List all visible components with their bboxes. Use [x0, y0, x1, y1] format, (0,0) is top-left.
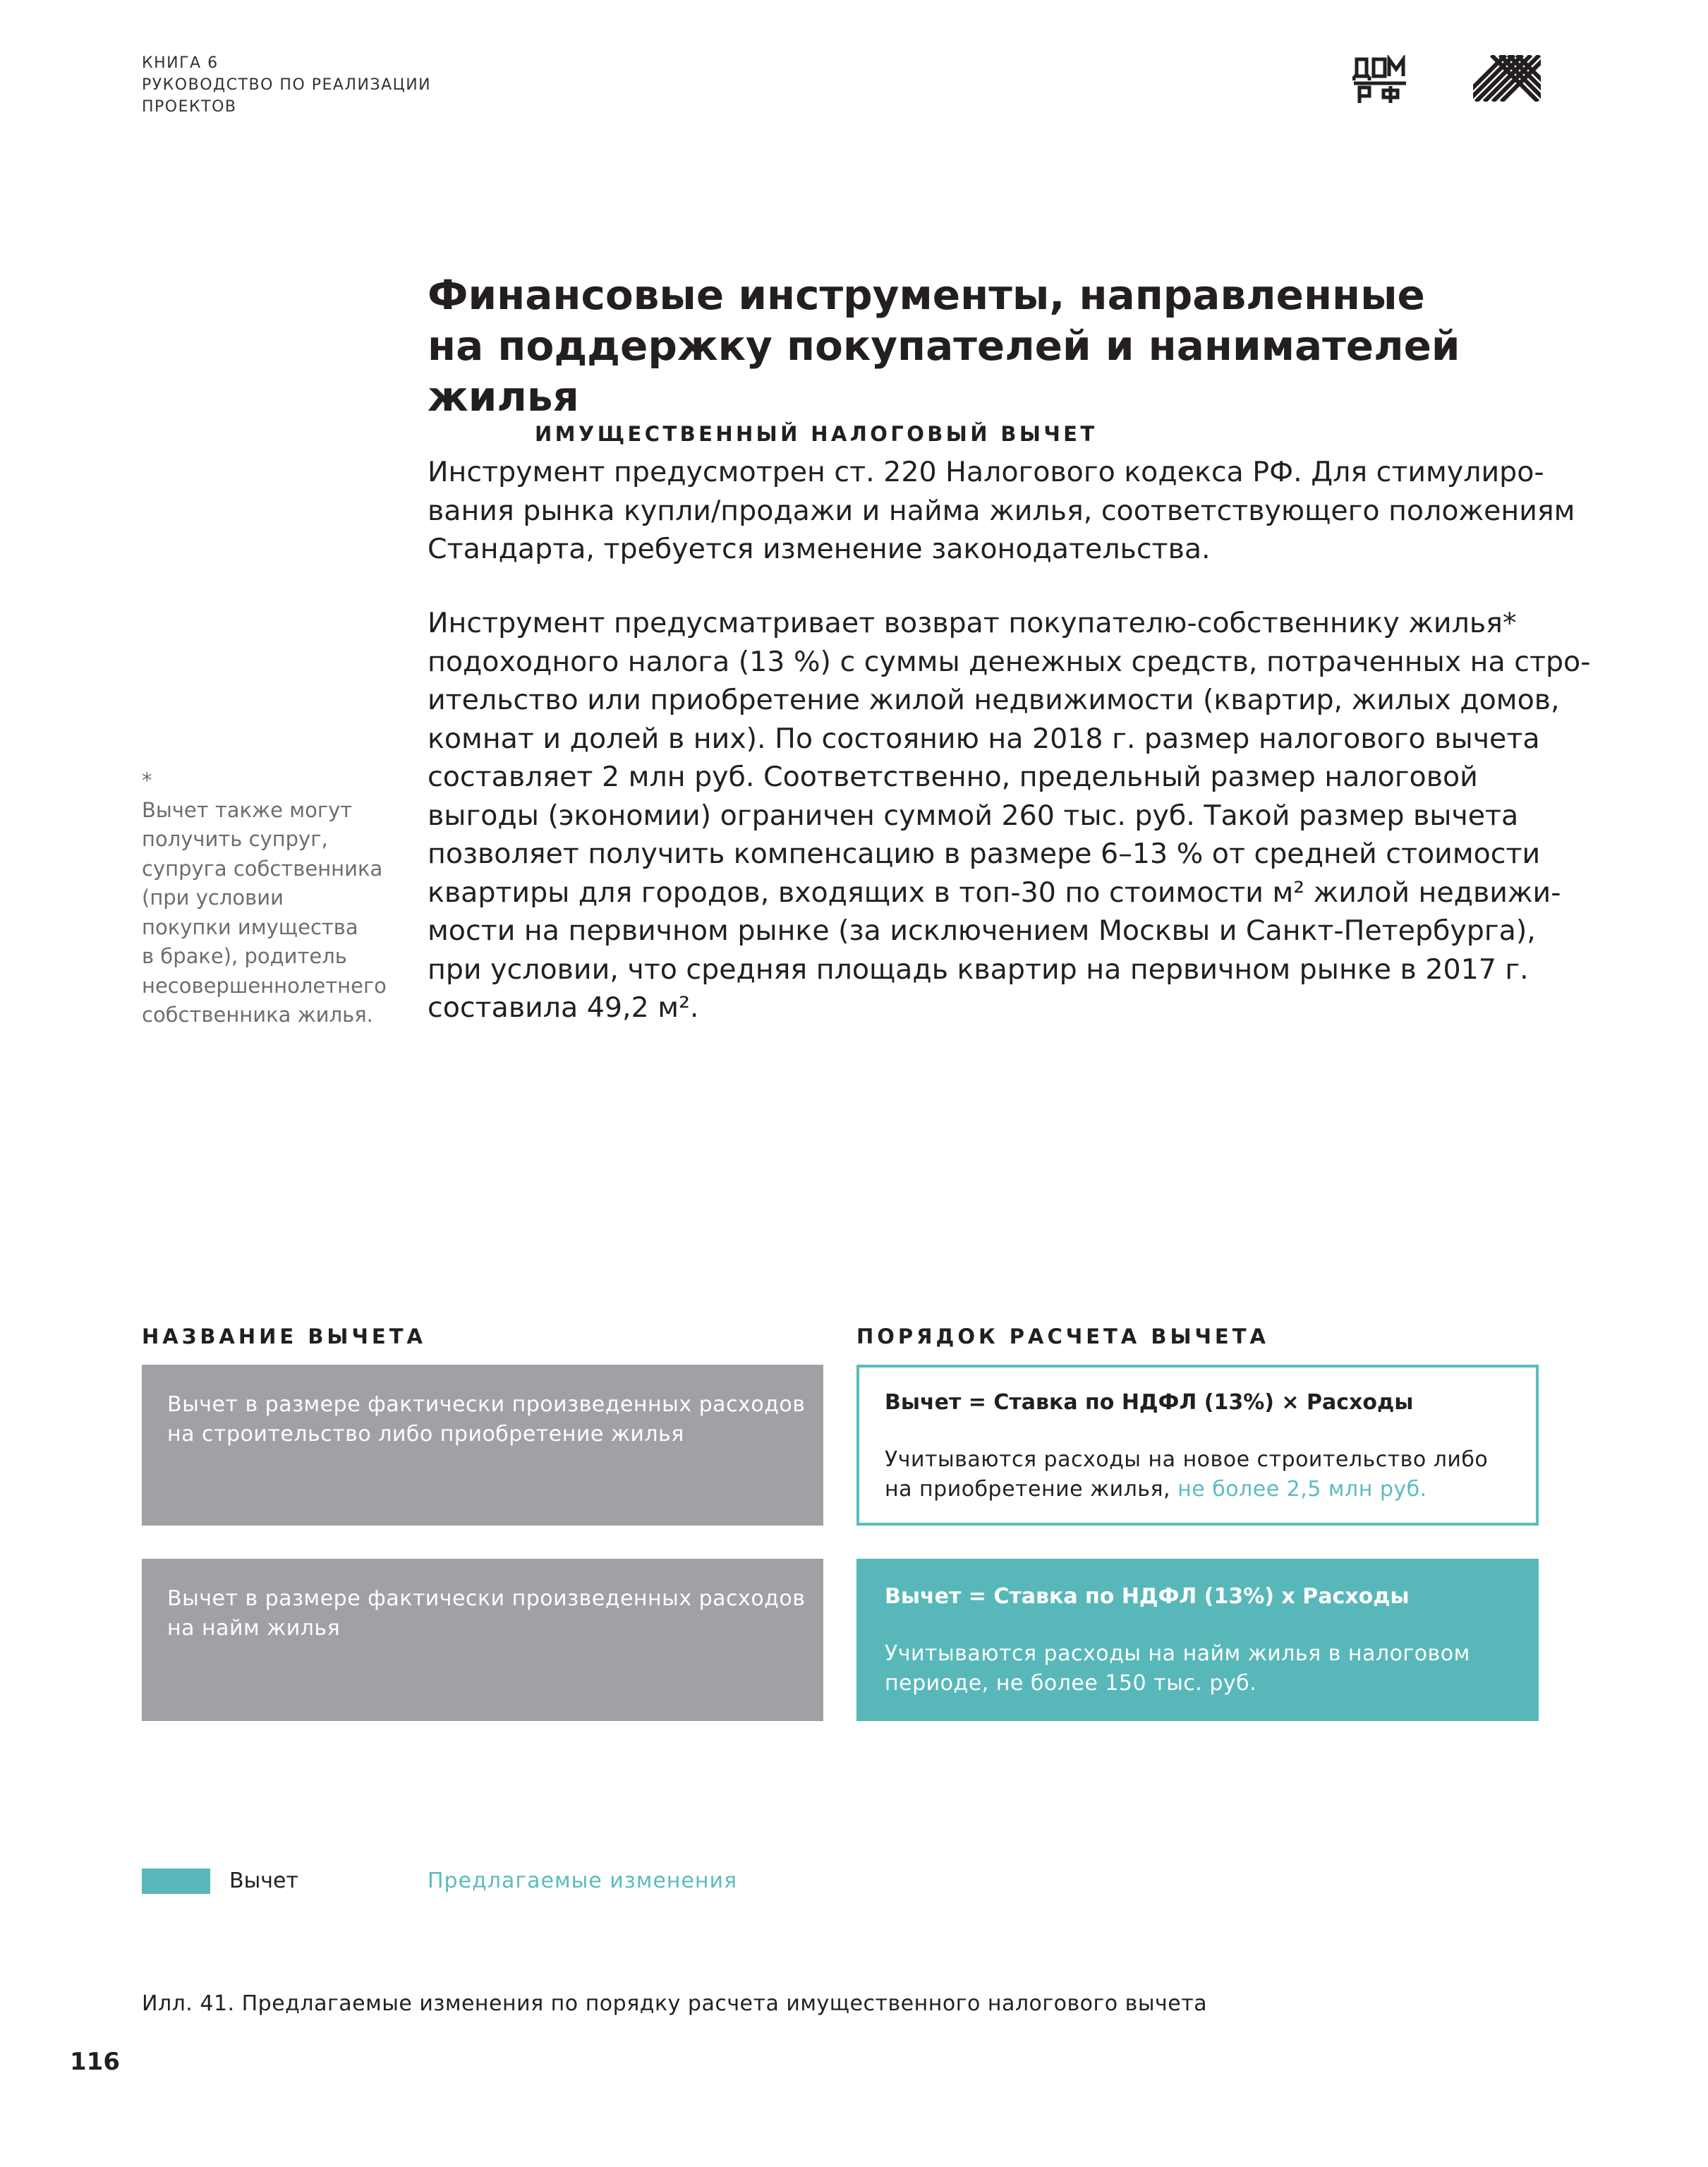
footnote-line: собственника жилья. — [142, 1003, 373, 1027]
legend-label-proposed-changes: Предлагаемые изменения — [428, 1869, 738, 1893]
page-number: 116 — [70, 2048, 120, 2076]
footnote-line: (при условии — [142, 886, 284, 910]
calculation-description — [885, 1639, 1510, 1698]
legend-swatch — [142, 1869, 210, 1894]
paragraph-line: мости на первичном рынке (за исключением Москвы и Санкт-Петербурга), — [428, 915, 1536, 947]
footnote-line: в браке), родитель — [142, 944, 347, 968]
cell-text-line: Учитываются расходы на новое строительство либо — [885, 1447, 1489, 1472]
footnote-line: Вычет также могут — [142, 797, 353, 822]
paragraph-line: Инструмент предусмотрен ст. 220 Налогового кодекса РФ. Для стимулиро- — [428, 456, 1544, 488]
cell-text-line: периоде, не более 150 тыс. руб. — [885, 1671, 1257, 1696]
page-title-line: на поддержку покупателей и нанимателей жилья — [428, 322, 1460, 421]
cell-text-line — [885, 1475, 1510, 1504]
paragraph-line: при условии, что средняя площадь квартир на первичном рынке в 2017 г. — [428, 953, 1529, 986]
formula-text: Вычет = Ставка по НДФЛ (13%) х Расходы — [885, 1584, 1410, 1609]
paragraph-line: составляет 2 млн руб. Соответственно, предельный размер налоговой — [428, 761, 1478, 793]
column-header-calculation: ПОРЯДОК РАСЧЕТА ВЫЧЕТА — [856, 1324, 1269, 1348]
cell-text-line: Вычет в размере фактически произведенных расходов — [167, 1586, 806, 1611]
proposed-change-highlight: не более 2,5 млн руб. — [1177, 1477, 1427, 1502]
page-title — [428, 270, 1592, 422]
calculation-cell-proposed — [856, 1559, 1539, 1721]
cell-text-line: на строительство либо приобретение жилья — [167, 1422, 684, 1447]
book-meta-line: КНИГА 6 — [142, 54, 219, 72]
deduction-name-cell — [142, 1365, 823, 1526]
side-footnote — [142, 766, 417, 1030]
cell-text-line: Учитываются расходы на найм жилья в налоговом — [885, 1641, 1470, 1666]
cell-text-line: на найм жилья — [167, 1616, 341, 1641]
paragraph-line: квартиры для городов, входящих в топ-30 по стоимости м² жилой недвижи- — [428, 876, 1561, 909]
paragraph-line: ительство или приобретение жилой недвижимости (квартир, жилых домов, — [428, 684, 1560, 716]
paragraph-line: вания рынка купли/продажи и найма жилья, соответствующего положениям — [428, 494, 1575, 527]
paragraph-line: подоходного налога (13 %) с суммы денежных средств, потраченных на стро- — [428, 645, 1591, 678]
book-meta — [142, 52, 537, 118]
legend-label-deduction: Вычет — [229, 1869, 298, 1893]
section-heading: ИМУЩЕСТВЕННЫЙ НАЛОГОВЫЙ ВЫЧЕТ — [535, 422, 1098, 446]
calculation-cell — [856, 1365, 1539, 1526]
footnote-marker: * — [142, 768, 152, 792]
cell-text-line: Вычет в размере фактически произведенных расходов — [167, 1392, 806, 1417]
footnote-line: супруга собственника — [142, 856, 383, 881]
desc-prefix: на приобретение жилья, — [885, 1477, 1178, 1502]
column-header-deduction-name: НАЗВАНИЕ ВЫЧЕТА — [142, 1324, 426, 1348]
diagonal-pattern-logo-icon — [1473, 55, 1541, 102]
paragraph-line: комнат и долей в них). По состоянию на 2018 г. размер налогового вычета — [428, 722, 1540, 755]
dom-rf-logo-icon — [1352, 55, 1407, 106]
footnote-line: покупки имущества — [142, 915, 358, 939]
book-meta-line: РУКОВОДСТВО ПО РЕАЛИЗАЦИИ — [142, 76, 432, 94]
figure-caption: Илл. 41. Предлагаемые изменения по порядку расчета имущественного налогового вычета — [142, 1991, 1208, 2016]
paragraph-line: Инструмент предусматривает возврат покупателю-собственнику жилья* — [428, 607, 1517, 639]
paragraph-line: позволяет получить компенсацию в размере 6–13 % от средней стоимости — [428, 838, 1541, 870]
footnote-line: получить супруг, — [142, 827, 328, 851]
paragraph-intro — [428, 453, 1575, 569]
paragraph-line: Стандарта, требуется изменение законодательства. — [428, 533, 1211, 565]
deduction-name-cell — [142, 1559, 823, 1721]
formula-text: Вычет = Ставка по НДФЛ (13%) × Расходы — [885, 1390, 1414, 1415]
book-meta-line: ПРОЕКТОВ — [142, 98, 237, 116]
paragraph-details — [428, 604, 1591, 1027]
calculation-description — [885, 1445, 1510, 1504]
footnote-line: несовершеннолетнего — [142, 973, 387, 998]
page-title-line: Финансовые инструменты, направленные — [428, 271, 1425, 319]
paragraph-line: составила 49,2 м². — [428, 991, 699, 1024]
paragraph-line: выгоды (экономии) ограничен суммой 260 тыс. руб. Такой размер вычета — [428, 799, 1519, 832]
